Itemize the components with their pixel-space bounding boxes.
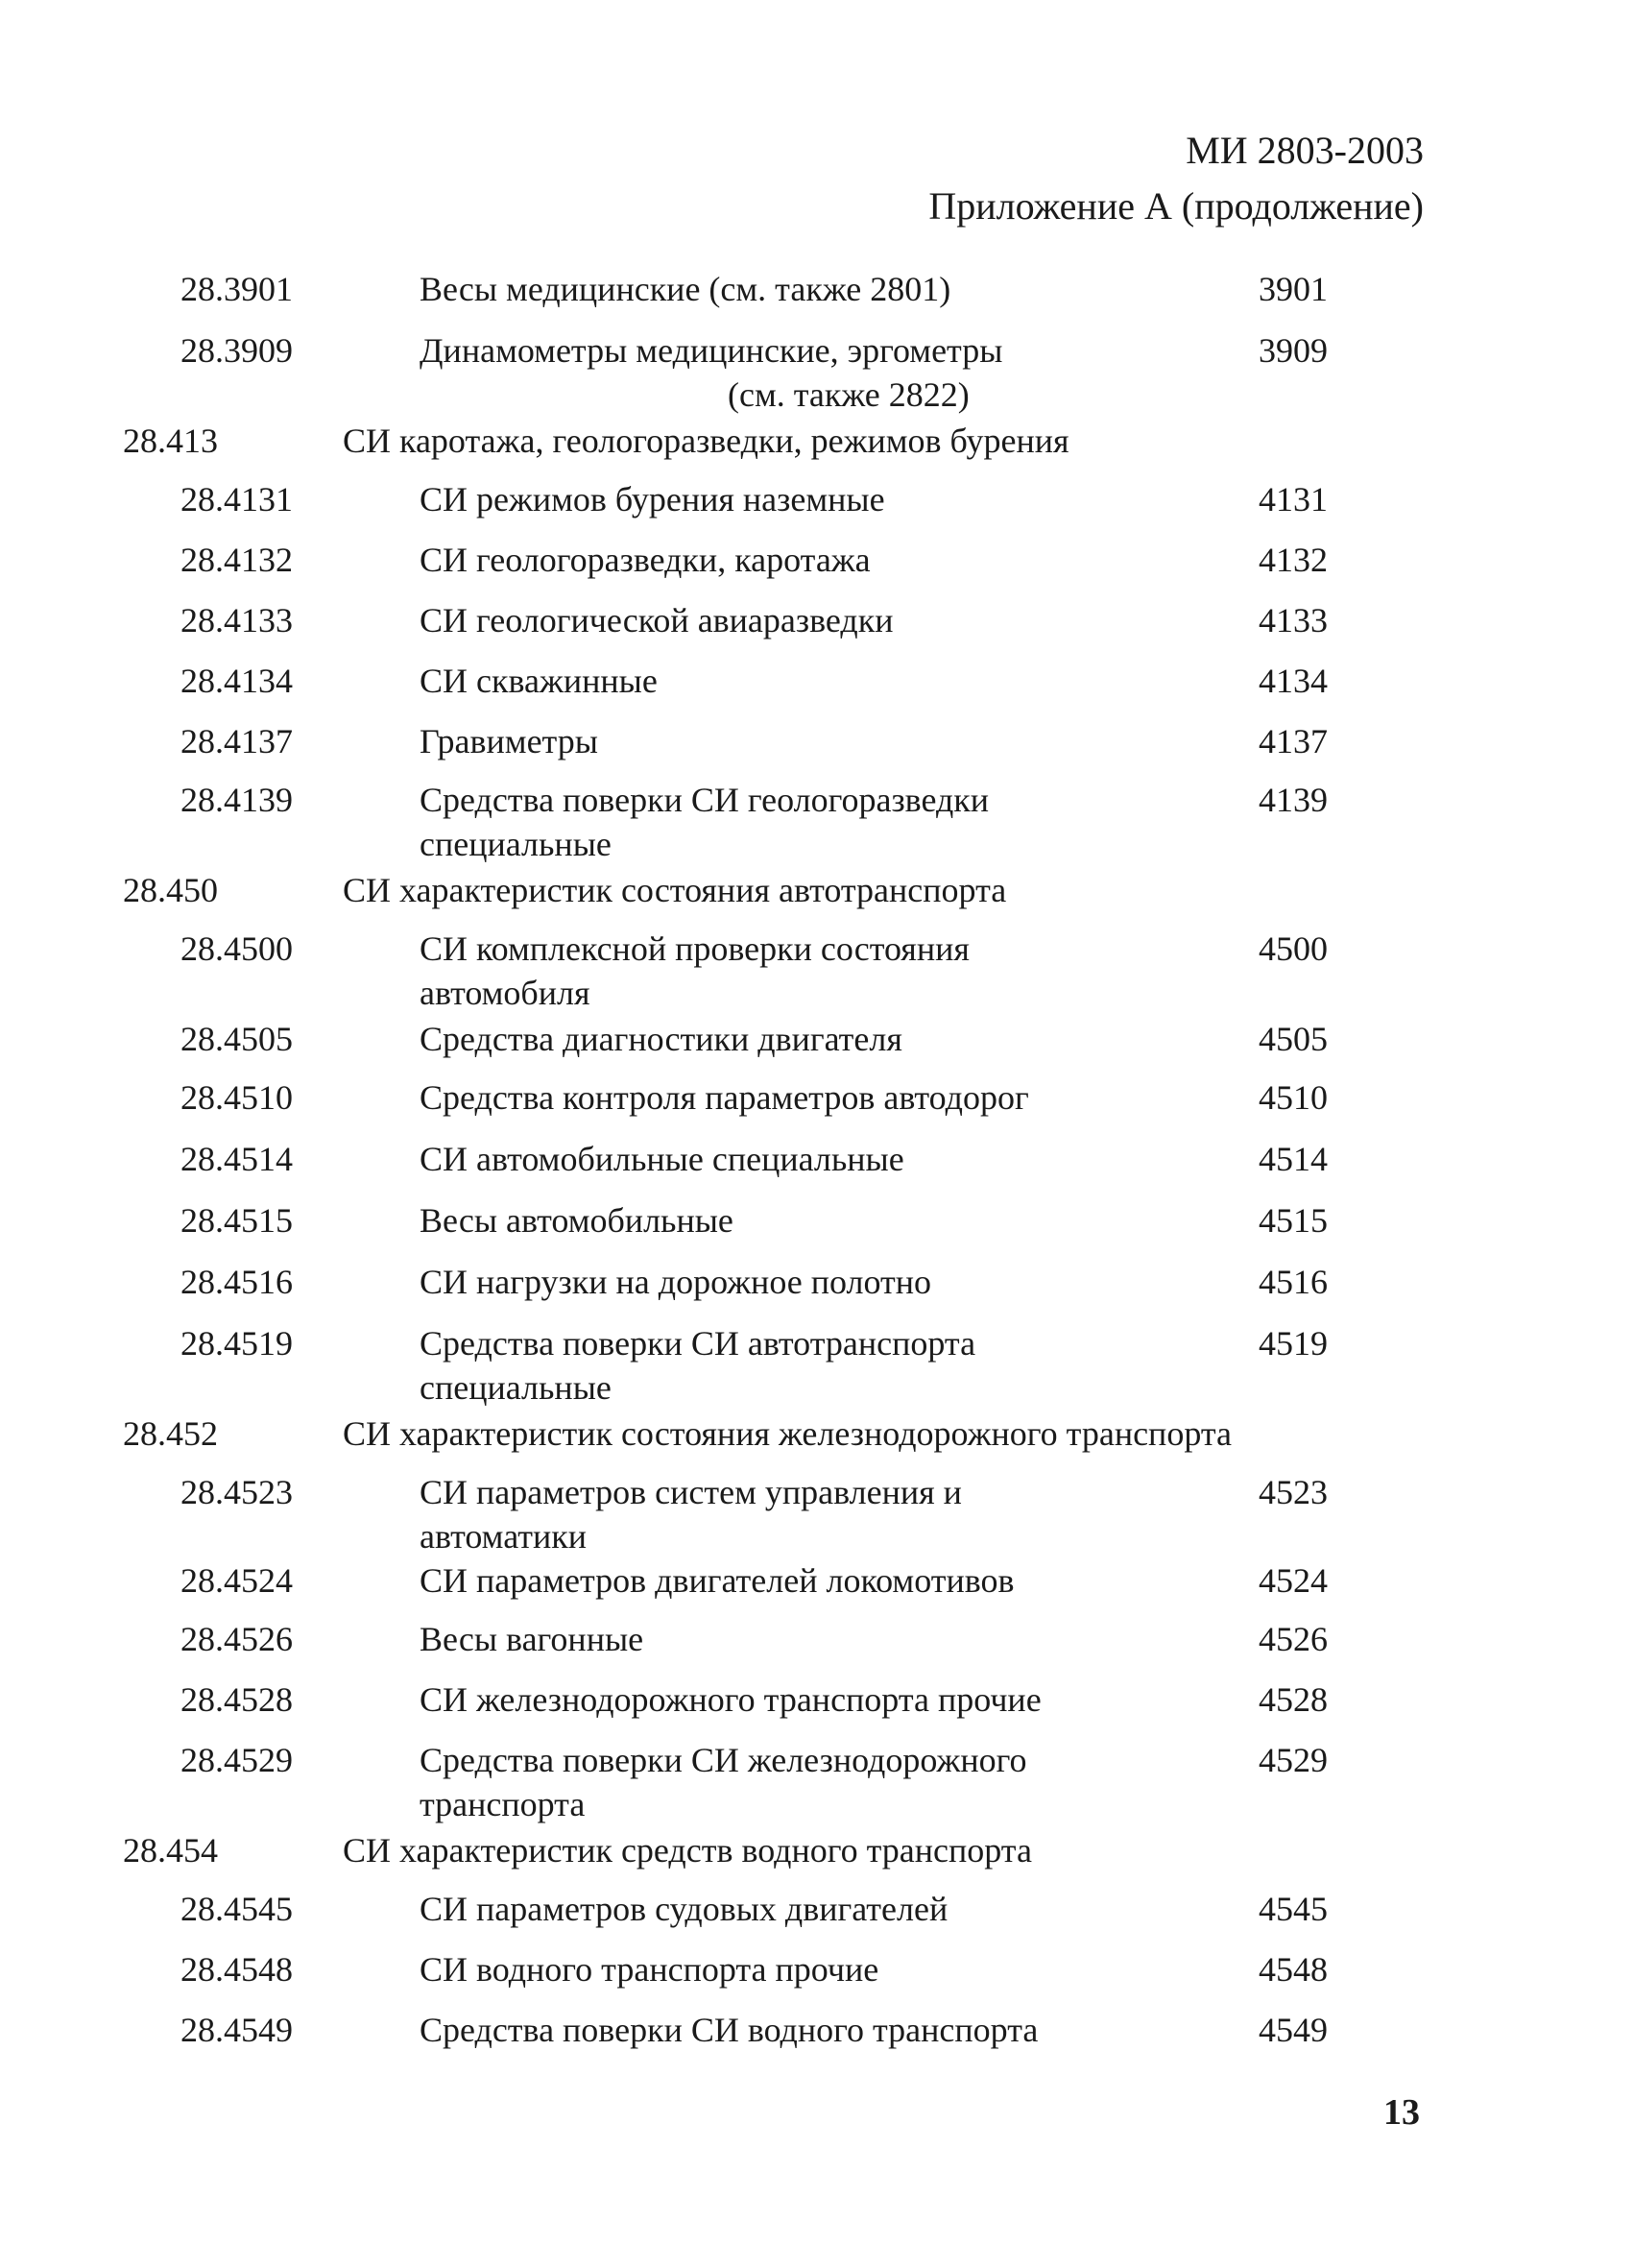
group-row [0,419,1633,477]
row-number: 4516 [1259,1263,1328,1301]
row-name: СИ скважинные [420,662,658,700]
table-row [0,598,1633,659]
row-name: Весы медицинские (см. также 2801) [420,270,951,308]
row-code: 28.4510 [180,1078,293,1117]
row-name: СИ параметров двигателей локомотивов [420,1561,1015,1600]
table-row [0,1887,1633,1947]
row-number: 4515 [1259,1201,1328,1240]
table-row [0,1558,1633,1617]
page-number: 13 [1383,2092,1420,2133]
row-name: Средства контроля параметров автодорог [420,1078,1029,1117]
table-row [0,1617,1633,1677]
row-code: 28.4523 [180,1473,293,1511]
row-code: 28.4134 [180,662,293,700]
row-code: 28.4139 [180,781,293,819]
row-code: 28.4516 [180,1263,293,1301]
row-code: 28.4137 [180,722,293,760]
row-code: 28.413 [123,422,218,460]
table-row [0,2008,1633,2068]
row-name: Средства поверки СИ железнодорожного [420,1741,1027,1779]
row-number: 4526 [1259,1620,1328,1658]
row-name: СИ параметров судовых двигателей [420,1890,949,1928]
row-name-continuation: специальные [420,1368,612,1407]
row-code: 28.4500 [180,929,293,968]
row-number: 4545 [1259,1890,1328,1928]
row-code: 28.454 [123,1831,218,1870]
row-name: СИ автомобильные специальные [420,1140,904,1178]
row-code: 28.4548 [180,1950,293,1989]
row-name: Средства диагностики двигателя [420,1020,902,1058]
row-name: СИ нагрузки на дорожное полотно [420,1263,932,1301]
row-name: Весы вагонные [420,1620,644,1658]
table-row [0,1738,1633,1828]
row-name: СИ характеристик состояния железнодорожного транспорта [343,1414,1232,1453]
row-number: 4549 [1259,2011,1328,2049]
table-row [0,1075,1633,1137]
row-number: 4514 [1259,1140,1328,1178]
row-code: 28.4515 [180,1201,293,1240]
table-row [0,778,1633,868]
row-code: 28.4519 [180,1324,293,1363]
table-row [0,538,1633,598]
row-name: Весы автомобильные [420,1201,733,1240]
row-name: СИ геологоразведки, каротажа [420,541,871,579]
table-row [0,477,1633,538]
row-number: 4528 [1259,1680,1328,1719]
table-row [0,1017,1633,1075]
row-name: Средства поверки СИ автотранспорта [420,1324,976,1363]
row-code: 28.452 [123,1414,218,1453]
doc-code: МИ 2803-2003 [1186,129,1424,172]
table-row [0,267,1633,328]
row-name-continuation: (см. также 2822) [728,375,970,414]
table-row [0,1470,1633,1558]
row-name-continuation: транспорта [420,1785,586,1823]
group-row [0,1411,1633,1470]
row-number: 4505 [1259,1020,1328,1058]
row-number: 4137 [1259,722,1328,760]
row-name-continuation: автомобиля [420,974,590,1012]
row-name: Гравиметры [420,722,598,760]
table-row [0,328,1633,419]
row-number: 4523 [1259,1473,1328,1511]
row-name: СИ каротажа, геологоразведки, режимов бурения [343,422,1069,460]
row-code: 28.4133 [180,601,293,639]
row-code: 28.4514 [180,1140,293,1178]
row-code: 28.4529 [180,1741,293,1779]
row-code: 28.4131 [180,480,293,519]
row-name: СИ характеристик средств водного транспорта [343,1831,1032,1870]
row-name: СИ комплексной проверки состояния [420,929,970,968]
row-name: Динамометры медицинские, эргометры [420,331,1003,370]
row-number: 3901 [1259,270,1328,308]
row-name: СИ геологической авиаразведки [420,601,894,639]
row-name-continuation: специальные [420,825,612,863]
group-row [0,868,1633,927]
row-number: 4131 [1259,480,1328,519]
row-number: 4139 [1259,781,1328,819]
row-number: 4500 [1259,929,1328,968]
row-number: 4510 [1259,1078,1328,1117]
table-row [0,1137,1633,1198]
table-row [0,927,1633,1017]
row-code: 28.3901 [180,270,293,308]
row-number: 4134 [1259,662,1328,700]
row-code: 28.3909 [180,331,293,370]
table-row [0,1947,1633,2008]
row-code: 28.4524 [180,1561,293,1600]
row-number: 3909 [1259,331,1328,370]
row-code: 28.4549 [180,2011,293,2049]
row-name: Средства поверки СИ геологоразведки [420,781,990,819]
row-code: 28.4132 [180,541,293,579]
row-number: 4524 [1259,1561,1328,1600]
row-name: СИ параметров систем управления и [420,1473,962,1511]
row-number: 4548 [1259,1950,1328,1989]
classifier-list [0,267,1633,2068]
row-number: 4133 [1259,601,1328,639]
row-code: 28.4528 [180,1680,293,1719]
row-number: 4132 [1259,541,1328,579]
row-name: СИ водного транспорта прочие [420,1950,879,1989]
row-code: 28.4505 [180,1020,293,1058]
row-code: 28.4526 [180,1620,293,1658]
table-row [0,719,1633,778]
row-name: СИ железнодорожного транспорта прочие [420,1680,1042,1719]
table-row [0,1677,1633,1738]
group-row [0,1828,1633,1887]
row-code: 28.450 [123,871,218,909]
table-row [0,1321,1633,1411]
table-row [0,1260,1633,1321]
row-name: СИ режимов бурения наземные [420,480,885,519]
page-header [928,123,1424,234]
appendix-caption: Приложение А (продолжение) [928,184,1424,228]
table-row [0,1198,1633,1260]
row-name: СИ характеристик состояния автотранспорта [343,871,1007,909]
row-name-continuation: автоматики [420,1517,587,1556]
row-number: 4519 [1259,1324,1328,1363]
row-number: 4529 [1259,1741,1328,1779]
row-name: Средства поверки СИ водного транспорта [420,2011,1039,2049]
row-code: 28.4545 [180,1890,293,1928]
table-row [0,659,1633,719]
